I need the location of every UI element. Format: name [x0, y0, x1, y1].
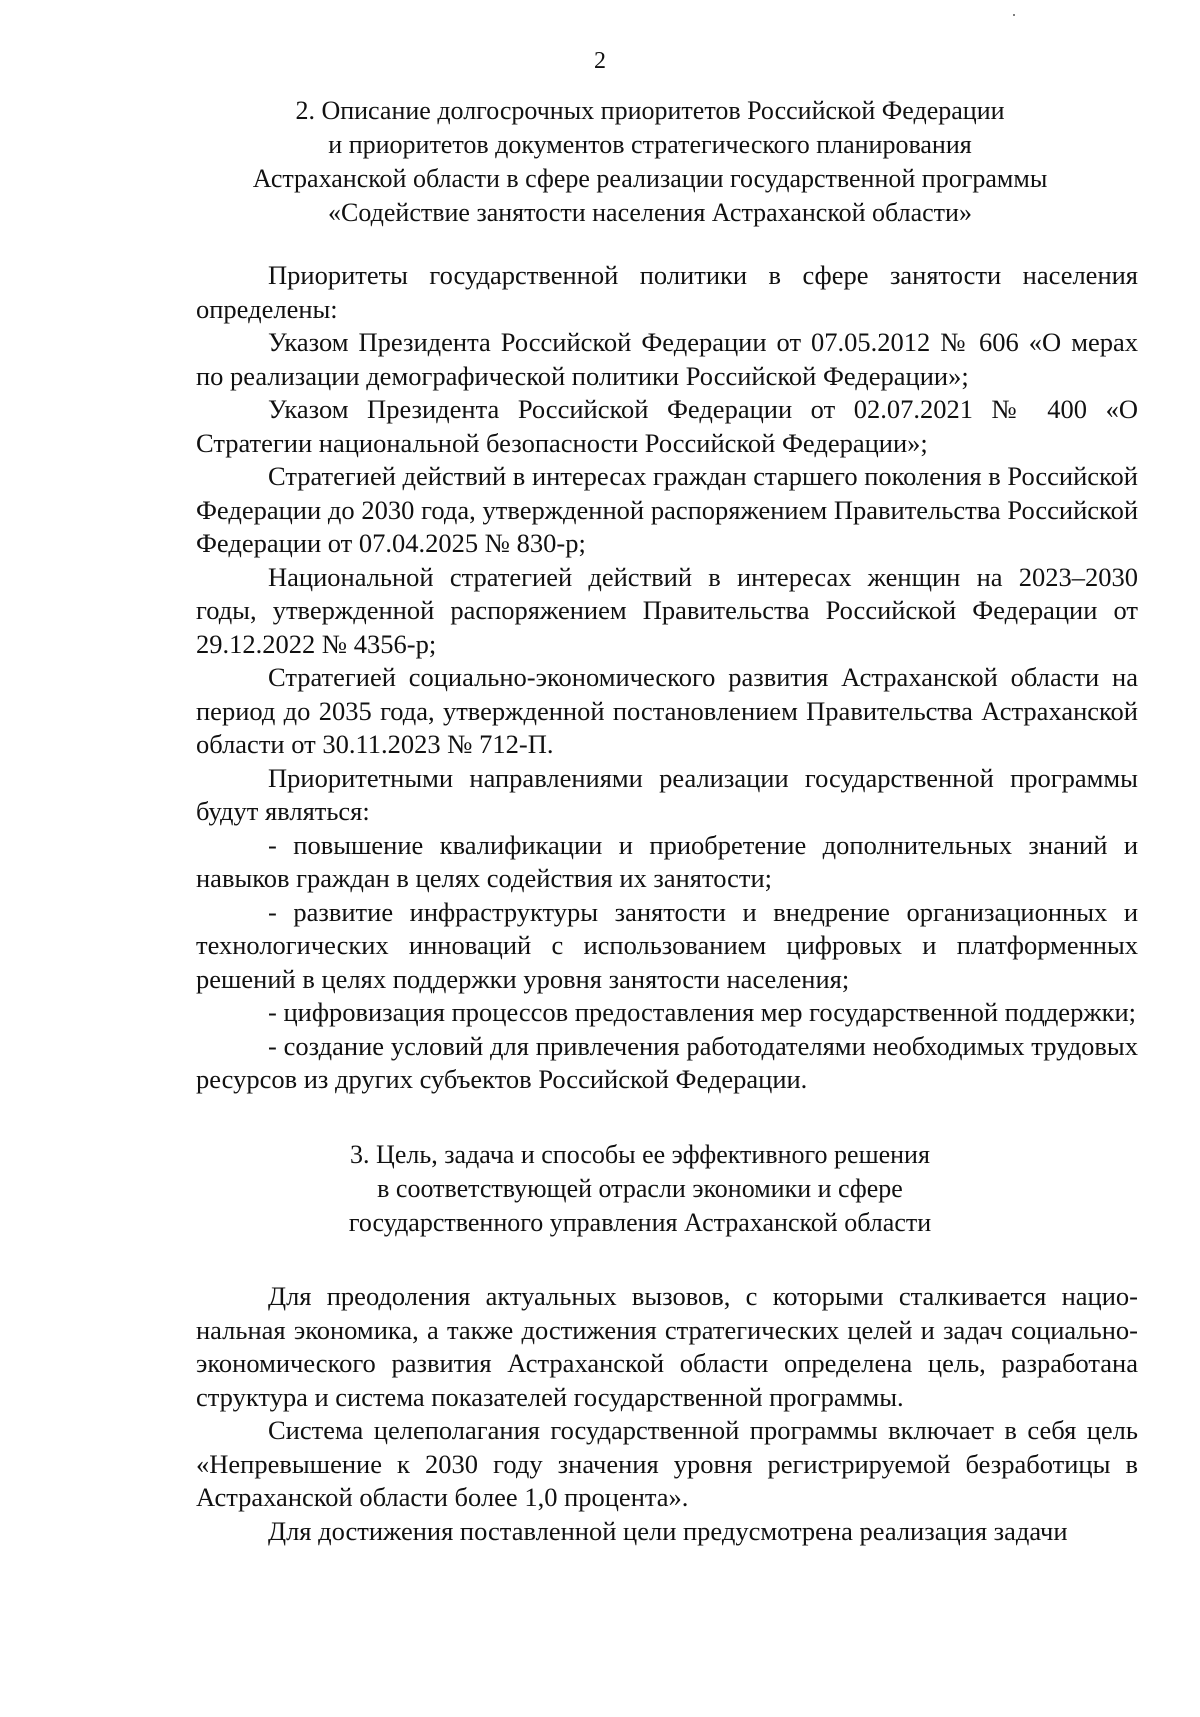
paragraph: Приоритеты государственной политики в сфере занятости населения определены: [196, 260, 1138, 324]
section-2-body [196, 259, 1138, 1097]
paragraph: Для преодоления актуальных вызовов, с которыми сталкивается национальная экономика, а также достижения стратегических целей и задач социально-экономического развития Астраханской области определена цель, разработана структура и система показателей государственной программы. [196, 1281, 1138, 1412]
heading-line: и приоритетов документов стратегического планирования [328, 130, 972, 159]
paragraph: Стратегией социально-экономического развития Астраханской области на период до 2035 года, утвержденной постановлением Правительства Астраханской области от 30.11.2023 № 712-П. [196, 662, 1138, 759]
list-item: - создание условий для привлечения работодателями необходимых трудовых ресурсов из других субъектов Российской Федерации. [196, 1030, 1138, 1094]
heading-line: «Содействие занятости населения Астраханской области» [328, 198, 972, 227]
paragraph: Стратегией действий в интересах граждан старшего поколения в Российской Федерации до 2030 года, утвержденной распоряжением Правительства Российской Федерации от 07.04.2025 № 830-р; [196, 461, 1138, 558]
page-number: 2 [594, 48, 606, 74]
paragraph: Национальной стратегией действий в интересах женщин на 2023–2030 годы, утвержденной распоряжением Правительства Российской Федерации от 29.12.2022 № 4356-р; [196, 561, 1138, 659]
paragraph: Система целеполагания государственной программы включает в себя цель «Непревышение к 2030 году значения уровня регистрируемой безработицы в Астраханской области более 1,0 процента». [196, 1415, 1138, 1512]
heading-line: государственного управления Астраханской области [348, 1208, 932, 1237]
list-item: - повышение квалификации и приобретение дополнительных знаний и навыков граждан в целях содействия их занятости; [196, 829, 1138, 893]
paragraph: Приоритетными направлениями реализации государственной программы будут являться: [196, 762, 1138, 826]
heading-line: 3. Цель, задача и способы ее эффективного решения [350, 1140, 930, 1169]
paragraph: Указом Президента Российской Федерации от 02.07.2021 № 400 «О Стратегии национальной безопасности Российской Федерации»; [196, 394, 1138, 458]
paragraph: Для достижения поставленной цели предусмотрена реализация задачи [268, 1515, 1068, 1546]
heading-line: в соответствующей отрасли экономики и сфере [377, 1174, 903, 1203]
list-item: - цифровизация процессов предоставления мер государственной поддержки; [268, 997, 1137, 1027]
heading-line: 2. Описание долгосрочных приоритетов Российской Федерации [295, 96, 1005, 125]
section-2-heading [150, 94, 1150, 230]
paragraph: Указом Президента Российской Федерации от 07.05.2012 № 606 «О мерах по реализации демографической политики Российской Федерации»; [196, 327, 1138, 391]
scan-speck [1013, 14, 1015, 16]
section-3-body [196, 1280, 1138, 1548]
section-3-heading [240, 1138, 1040, 1240]
heading-line: Астраханской области в сфере реализации государственной программы [252, 164, 1048, 193]
list-item: - развитие инфраструктуры занятости и внедрение организационных и технологических инноваций с использованием цифровых и платформенных решений в целях поддержки уровня занятости населения; [196, 896, 1138, 994]
